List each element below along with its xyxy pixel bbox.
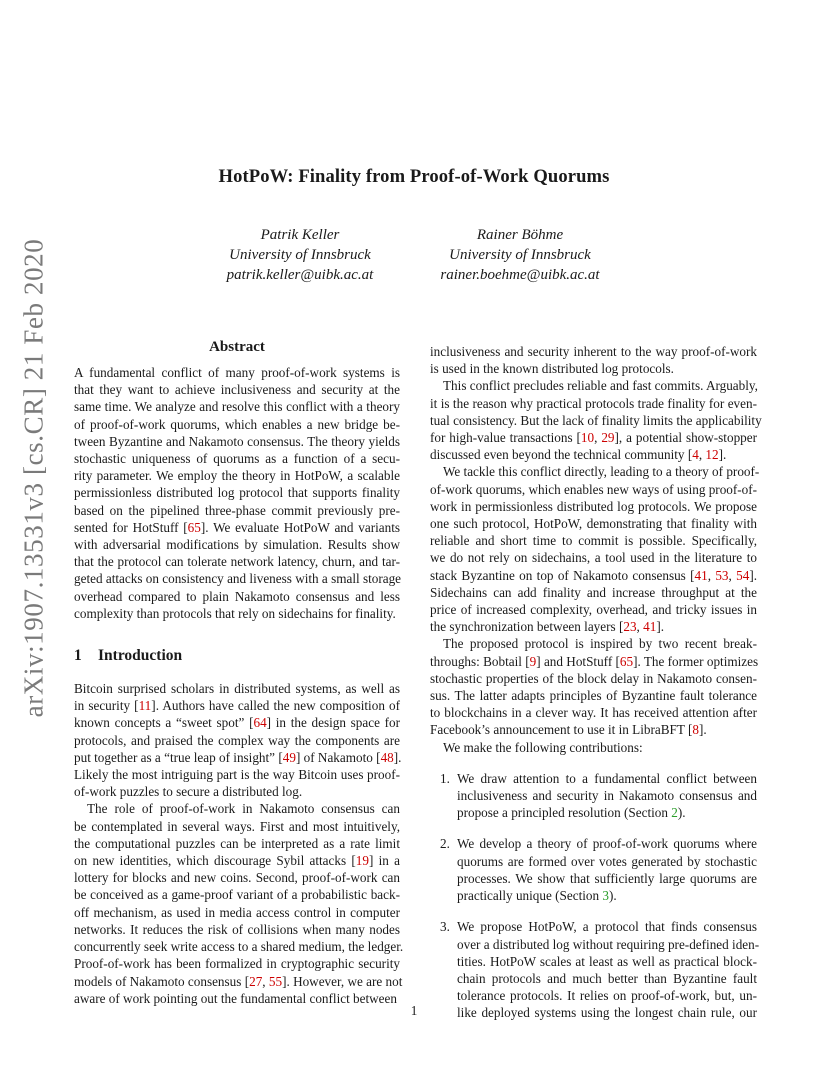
- citation-link[interactable]: 54: [736, 567, 750, 583]
- text-line: geted attacks on consistency and liveness with a small storage: [74, 571, 402, 587]
- citation-link[interactable]: 41: [643, 619, 657, 635]
- arxiv-identifier[interactable]: arXiv:1907.13531v3 [cs.CR] 21 Feb 2020: [18, 238, 49, 718]
- abstract-heading: Abstract: [209, 339, 265, 355]
- citation-link[interactable]: 65: [619, 653, 634, 669]
- text-line: off mechanism, as used in media access control in computer: [74, 904, 400, 920]
- section-link[interactable]: 2: [671, 805, 678, 821]
- text-line: We propose HotPoW, a protocol that finds consensus: [457, 919, 757, 935]
- citation-link[interactable]: 55: [268, 973, 283, 989]
- intro-paragraph-continued: [430, 343, 757, 377]
- text-line: we do not rely on sidechains, a tool used in the literature to: [430, 550, 757, 566]
- citation-link[interactable]: 10: [580, 430, 595, 446]
- text-line: lottery for blocks and new coins. Second, proof-of-work can: [74, 870, 400, 886]
- text-line: Likely the most intriguing part is the way Bitcoin uses proof-: [74, 767, 400, 783]
- author-email[interactable]: rainer.boehme@uibk.ac.at: [440, 267, 600, 283]
- section-title: Introduction: [98, 647, 183, 665]
- section-number: 1: [74, 647, 82, 665]
- text-line: We develop a theory of proof-of-work quorums where: [457, 836, 757, 852]
- text-line: inclusiveness and security in Nakamoto consensus and: [457, 788, 757, 804]
- author-email[interactable]: patrik.keller@uibk.ac.at: [226, 267, 374, 283]
- citation-link[interactable]: 64: [253, 715, 267, 731]
- text-line: tolerance protocols. It relies on proof-of-work, but, un-: [457, 988, 757, 1004]
- citation-link[interactable]: 4: [692, 447, 699, 463]
- text-line: practically unique (Section 3).: [457, 888, 617, 904]
- text-line: rity parameter. We employ the theory in HotPoW, a scalable: [74, 468, 400, 484]
- text-line: processes. We show that sufficiently large quorums are: [457, 870, 757, 886]
- citation-link[interactable]: 41: [694, 567, 708, 583]
- section-link[interactable]: 3: [602, 888, 609, 904]
- citation-link[interactable]: 49: [282, 749, 296, 765]
- citation-link[interactable]: 53: [715, 567, 729, 583]
- right-column: [430, 343, 762, 1036]
- text-line: This conflict precludes reliable and fast commits. Arguably,: [443, 378, 758, 394]
- text-line: models of Nakamoto consensus [27, 55]. However, we are not: [74, 973, 403, 989]
- text-line: the synchronization between layers [23, 41].: [430, 619, 665, 635]
- text-line: it is the reason why practical protocols trade finality for even-: [430, 395, 757, 411]
- text-line: stochastic uniqueness of quorums as a function of a secu-: [74, 451, 400, 467]
- text-line: one such protocol, HotPoW, demonstrating that finality with: [430, 516, 757, 532]
- intro-paragraph-2: [74, 800, 404, 1006]
- citation-link[interactable]: 27: [249, 973, 263, 989]
- text-line: price of increased complexity, overhead, and tricky issues in: [430, 602, 757, 618]
- text-line: A fundamental conflict of many proof-of-work systems is: [74, 365, 400, 380]
- text-line: based on the pipelined three-phase commit previously pre-: [74, 502, 400, 518]
- text-line: permissionless distributed log protocol that supports finality: [74, 485, 400, 501]
- citation-link[interactable]: 9: [529, 653, 537, 669]
- text-line: for high-value transactions [10, 29], a potential show-stopper: [430, 430, 757, 446]
- intro-paragraph-1: [74, 680, 400, 800]
- left-column: [74, 338, 404, 1007]
- intro-paragraph-6: [430, 739, 757, 756]
- text-line: throughs: Bobtail [9] and HotStuff [65]. The former optimizes: [430, 653, 759, 669]
- text-line: The role of proof-of-work in Nakamoto consensus can: [87, 801, 400, 817]
- author-affiliation: University of Innsbruck: [229, 247, 371, 263]
- text-line: concurrently seek write access to a shared medium, the ledger.: [74, 939, 404, 955]
- author-affiliation: University of Innsbruck: [449, 247, 591, 263]
- text-line: of-work puzzles to secure a distributed log.: [74, 784, 303, 800]
- text-line: tities. HotPoW scales at least as well as practical block-: [457, 953, 757, 969]
- text-line: that they want to achieve inclusiveness and security at the: [74, 382, 400, 398]
- text-line: of proof-of-work quorums, which enables a new bridge be-: [74, 416, 400, 432]
- text-line: stochastic properties of the block delay in Nakamoto consen-: [430, 670, 757, 686]
- text-line: that the protocol can tolerate network latency, churn, and tar-: [74, 554, 400, 570]
- text-line: work in permissionless distributed log protocols. We propose: [430, 498, 757, 514]
- text-line: quorums are formed over votes generated by stochastic: [457, 853, 757, 869]
- text-line: chain protocols and much better than Byzantine fault: [457, 970, 757, 986]
- contributions-list: [430, 770, 760, 1022]
- text-line: We tackle this conflict directly, leading to a theory of proof-: [443, 464, 760, 480]
- text-line: We make the following contributions:: [443, 739, 643, 755]
- text-line: inclusiveness and security inherent to the way proof-of-work: [430, 344, 757, 359]
- citation-link[interactable]: 8: [692, 722, 699, 738]
- intro-paragraph-4: [430, 463, 760, 635]
- text-line: like deployed systems using the longest chain rule, our: [457, 1005, 757, 1021]
- text-line: overhead compared to plain Nakamoto consensus and less: [74, 588, 400, 604]
- text-line: sented for HotStuff [65]. We evaluate HotPoW and variants: [74, 519, 400, 535]
- text-line: Bitcoin surprised scholars in distributed systems, as well as: [74, 681, 400, 697]
- text-line: We draw attention to a fundamental conflict between: [457, 770, 757, 786]
- list-marker: 2.: [440, 836, 450, 852]
- text-line: discussed even beyond the technical community [4, 12].: [430, 447, 727, 463]
- author-block-2: [400, 225, 640, 285]
- paper-title: HotPoW: Finality from Proof-of-Work Quorums: [218, 166, 610, 187]
- intro-paragraph-3: [430, 377, 762, 463]
- abstract-body: [74, 364, 400, 622]
- text-line: stack Byzantine on top of Nakamoto consensus [41, 53, 54].: [430, 567, 758, 583]
- text-line: propose a principled resolution (Section 2).: [457, 805, 686, 821]
- citation-link[interactable]: 48: [380, 749, 394, 765]
- section-heading-introduction: [74, 646, 400, 666]
- author-block-1: [180, 225, 420, 285]
- list-marker: 1.: [440, 770, 450, 786]
- text-line: is used in the known distributed log protocols.: [430, 361, 674, 377]
- text-line: to blockchains in a clever way. It has received attention after: [430, 705, 757, 721]
- intro-paragraph-5: [430, 635, 757, 738]
- text-line: same time. We analyze and resolve this conflict with a theory: [74, 399, 400, 415]
- author-name: Rainer Böhme: [476, 227, 564, 243]
- text-line: known concepts a “sweet spot” [64] in the design space for: [74, 715, 401, 731]
- text-line: put together as a “true leap of insight” [49] of Nakamoto [48].: [74, 749, 402, 765]
- text-line: sus. The latter adapts principles of Byzantine fault tolerance: [430, 688, 757, 704]
- text-line: of-work quorums, which enables new ways of using proof-of-: [430, 481, 758, 497]
- citation-link[interactable]: 19: [355, 853, 369, 869]
- text-line: be conceived as a game-proof variant of a probabilistic back-: [74, 887, 400, 903]
- citation-link[interactable]: 11: [138, 698, 152, 714]
- citation-link[interactable]: 65: [187, 519, 201, 535]
- text-line: on new identities, which discourage Sybil attacks [19] in a: [74, 853, 400, 869]
- text-line: be contemplated in several ways. First and most intuitively,: [74, 818, 400, 834]
- text-line: protocols, and praised the complex way the components are: [74, 732, 400, 748]
- author-name: Patrik Keller: [260, 227, 340, 243]
- text-line: tween Byzantine and Nakamoto consensus. The theory yields: [74, 433, 400, 449]
- text-line: Facebook’s announcement to use it in LibraBFT [8].: [430, 722, 707, 738]
- text-line: reliable and short time to commit is possible. Specifically,: [430, 533, 757, 549]
- list-item: [430, 770, 757, 822]
- page-number: 1: [410, 1003, 418, 1018]
- citation-link[interactable]: 12: [705, 447, 719, 463]
- list-item: [430, 835, 757, 904]
- text-line: over a distributed log without requiring pre-defined iden-: [457, 936, 760, 952]
- text-line: the computational puzzles can be interpreted as a rate limit: [74, 835, 400, 851]
- text-line: networks. It reduces the risk of collisions when many nodes: [74, 921, 400, 937]
- text-line: tual consistency. But the lack of finality limits the applicability: [430, 412, 762, 428]
- text-line: Sidechains can add finality and increase throughput at the: [430, 584, 757, 600]
- text-line: aware of work pointing out the fundamental conflict between: [74, 990, 397, 1006]
- citation-link[interactable]: 23: [623, 619, 637, 635]
- text-line: complexity than protocols that rely on sidechains for finality.: [74, 605, 396, 621]
- list-marker: 3.: [440, 919, 450, 935]
- text-line: The proposed protocol is inspired by two recent break-: [443, 636, 757, 652]
- text-line: in security [11]. Authors have called the new composition of: [74, 698, 400, 714]
- citation-link[interactable]: 29: [601, 430, 615, 446]
- text-line: with adversarial modifications by simulation. Results show: [74, 537, 400, 553]
- text-line: Proof-of-work has been formalized in cryptographic security: [74, 956, 400, 972]
